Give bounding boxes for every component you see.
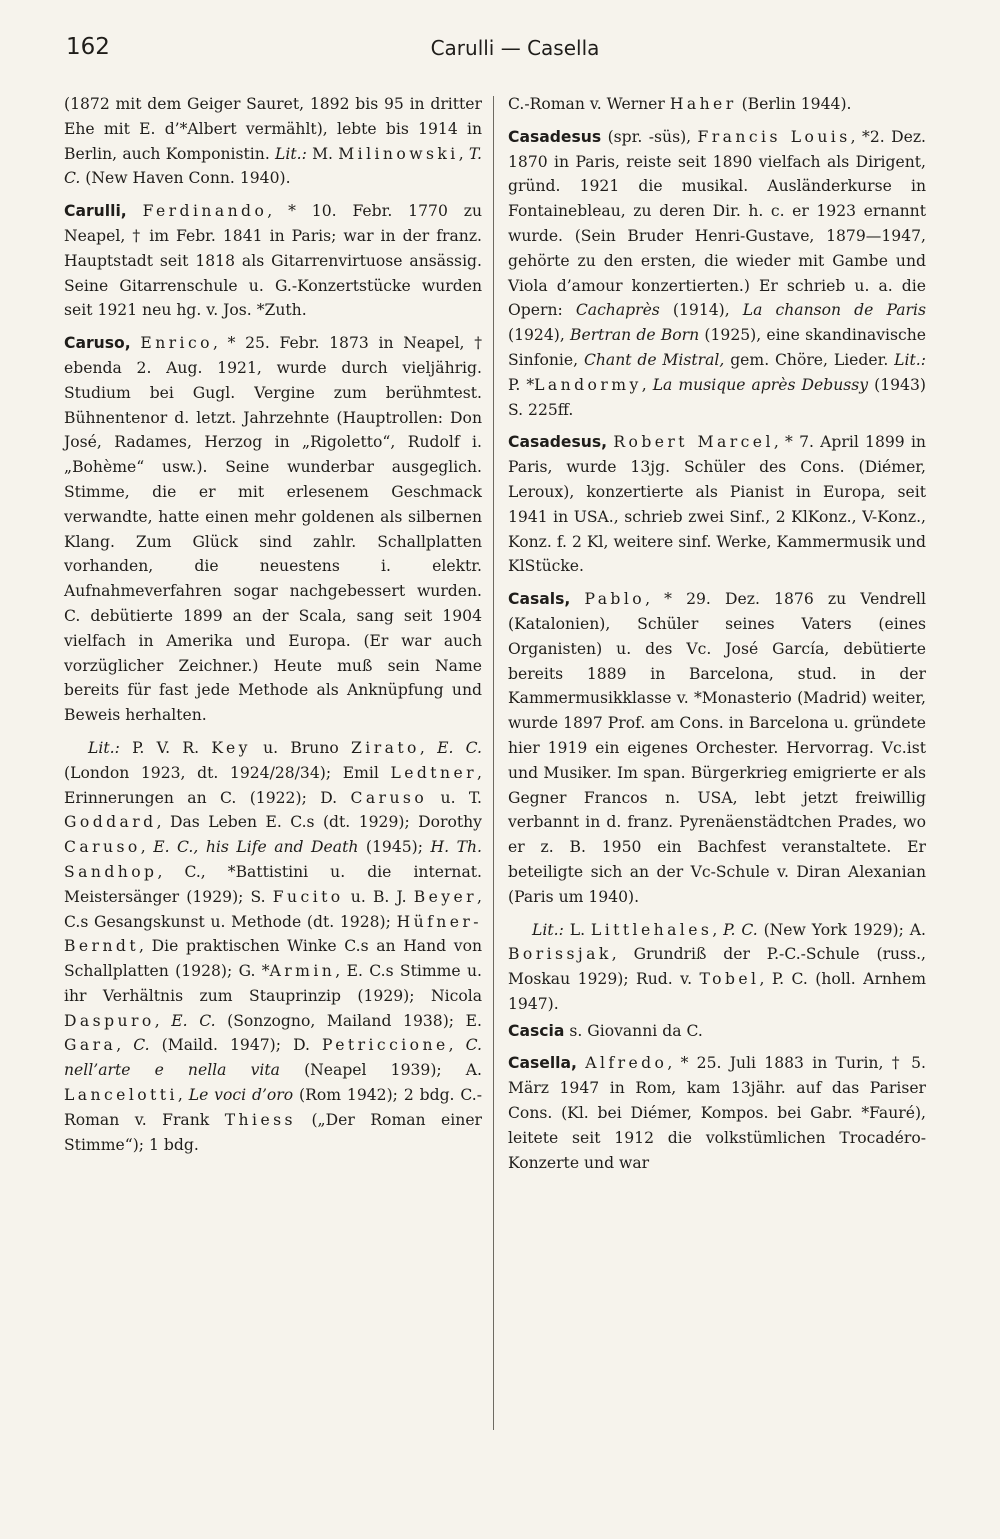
spaced-name: Ledtner bbox=[390, 763, 478, 782]
spaced-name: Francis Louis bbox=[697, 127, 851, 146]
left-column bbox=[64, 92, 482, 1159]
text-fragment: P. V. R. bbox=[119, 738, 212, 757]
headword: Cascia bbox=[508, 1021, 565, 1040]
italic-fragment: Lit.: bbox=[275, 144, 307, 163]
italic-fragment: E. C. bbox=[171, 1011, 216, 1030]
text-fragment: , bbox=[448, 1036, 466, 1055]
text-fragment: (New York 1929); A. bbox=[757, 920, 927, 939]
italic-fragment: H. Th. bbox=[430, 838, 482, 857]
italic-fragment: T. C. bbox=[64, 144, 482, 188]
dictionary-entry bbox=[64, 199, 482, 323]
text-fragment: , Das Leben E. C.s (dt. 1929); Dorothy bbox=[156, 813, 482, 832]
text-fragment: (Neapel 1939); A. bbox=[279, 1061, 483, 1080]
text-fragment: , C.s Gesangskunst u. Methode (dt. 1928); bbox=[64, 887, 482, 931]
spaced-name: Zirato bbox=[351, 738, 420, 757]
spaced-name: Daspuro bbox=[64, 1011, 155, 1030]
text-fragment: C.-Roman v. Werner bbox=[508, 95, 670, 113]
text-fragment: , * 25. Febr. 1873 in Neapel, † ebenda 2. Aug. 1921, wurde durch vieljährig. Studium bei Gugl. Vergine zum berühmtest. Bühnentenor d. letzt. Jahrzehnte (Hauptrollen: Don José, Radames, Herzog in „Rigoletto“, Rudolf i. „Bohème“ usw.). Seine wunderbar ausgeglich. Stimme, die er mit erlesenem Geschmack verwandte, hatte einen mehr goldenen als silbernen Klang. Zum Glück sind zahlr. Schallplatten vorhanden, die neuestens i. elektr. Aufnahmeverfahren sogar nachgebessert wurden. C. debütierte 1899 an der Scala, sang seit 1904 vielfach in Amerika und Europa. (Er war auch vorzüglicher Zeichner.) Heute muß sein Name bereits für fast jede Methode als Anknüpfung und Beweis herhalten. bbox=[64, 334, 482, 725]
italic-fragment: Lit.: bbox=[532, 920, 564, 939]
literature-paragraph bbox=[508, 918, 926, 1017]
text-fragment: , Die praktischen Winke C.s an Hand von Schallplatten (1928); G. * bbox=[64, 937, 482, 981]
headword: Caruso, bbox=[64, 334, 131, 353]
text-fragment: (1943) S. 225ff. bbox=[508, 375, 926, 419]
spaced-name: Gara bbox=[64, 1036, 117, 1055]
text-fragment: , bbox=[116, 1036, 134, 1055]
italic-fragment: La musique après Debussy bbox=[652, 375, 869, 394]
text-fragment: , bbox=[458, 144, 469, 163]
text-fragment: (Maild. 1947); D. bbox=[149, 1036, 323, 1055]
text-fragment: , Grundriß der P.-C.-Schule (russ., Moskau 1929); Rud. v. bbox=[508, 945, 926, 989]
text-fragment: (1914), bbox=[659, 301, 743, 320]
italic-fragment: Lit.: bbox=[88, 738, 120, 757]
text-fragment: , * 10. Febr. 1770 zu Neapel, † im Febr. 1841 in Paris; war in der franz. Hauptstadt seit 1818 als Gitarrenvirtuose ansässig. Seine Gitarrenschule u. G.-Konzertstücke wurden seit 1921 neu hg. v. Jos. *Zuth. bbox=[64, 202, 482, 320]
text-fragment: , bbox=[712, 920, 724, 939]
headword: Casadesus bbox=[508, 127, 602, 146]
spaced-name: Milinowski bbox=[338, 144, 459, 163]
text-fragment: (spr. -süs), bbox=[601, 127, 698, 146]
text-fragment: , bbox=[641, 375, 653, 394]
text-fragment: , bbox=[140, 838, 154, 857]
text-fragment: , Erinnerungen an C. (1922); D. bbox=[64, 763, 482, 807]
spaced-name: Landormy bbox=[534, 375, 642, 394]
text-fragment: u. T. bbox=[427, 788, 482, 807]
spaced-name: Armin bbox=[269, 962, 336, 981]
running-head: Carulli — Casella bbox=[430, 36, 600, 60]
text-fragment: (London 1923, dt. 1924/28/34); Emil bbox=[64, 763, 391, 782]
text-fragment: s. Giovanni da C. bbox=[564, 1021, 703, 1040]
dictionary-entry bbox=[508, 125, 926, 423]
spaced-name: Robert Marcel bbox=[613, 433, 774, 452]
text-fragment: , P. C. (holl. Arnhem 1947). bbox=[508, 970, 926, 1013]
spaced-name: Sandhop bbox=[64, 862, 158, 881]
headword: Carulli, bbox=[64, 202, 127, 221]
italic-fragment: E. C., his Life and Death bbox=[153, 838, 359, 857]
headword: Casals, bbox=[508, 590, 571, 609]
text-fragment: (1924), bbox=[508, 326, 571, 345]
spaced-name: Beyer bbox=[413, 887, 478, 906]
italic-fragment: Lit.: bbox=[894, 350, 926, 369]
text-fragment bbox=[127, 202, 143, 220]
italic-fragment: Le voci d’oro bbox=[188, 1086, 294, 1105]
text-fragment: M. bbox=[306, 144, 339, 163]
text-fragment: (1925), eine skandinavische Sinfonie, bbox=[508, 326, 926, 369]
spaced-name: Ferdinando bbox=[142, 202, 268, 221]
text-fragment: u. Bruno bbox=[250, 738, 352, 757]
italic-fragment: La chanson de Paris bbox=[742, 301, 926, 320]
spaced-name: Alfredo bbox=[585, 1054, 668, 1073]
text-fragment: , * 25. Juli 1883 in Turin, † 5. März 1947 in Rom, kam 13jähr. auf das Pariser Cons. (Kl. bei Diémer, Kompos. bei Gabr. *Fauré), leitete seit 1912 die volkstümlichen Trocadéro-Konzerte und war bbox=[508, 1054, 926, 1172]
text-fragment: L. bbox=[563, 920, 591, 939]
text-fragment: gem. Chöre, Lieder. bbox=[724, 350, 895, 369]
spaced-name: Goddard bbox=[64, 813, 157, 832]
spaced-name: Lancelotti bbox=[64, 1086, 178, 1105]
page-number: 162 bbox=[66, 34, 110, 60]
dictionary-entry bbox=[64, 331, 482, 728]
spaced-name: Caruso bbox=[64, 838, 141, 857]
text-fragment: , bbox=[177, 1086, 189, 1105]
text-fragment: (1945); bbox=[358, 838, 431, 857]
dictionary-entry bbox=[508, 92, 926, 117]
spaced-name: Littlehales bbox=[590, 920, 713, 939]
dictionary-entry bbox=[508, 587, 926, 909]
dictionary-entry bbox=[508, 430, 926, 579]
literature-paragraph bbox=[64, 736, 482, 1158]
text-fragment: , bbox=[419, 738, 438, 757]
text-fragment: (Berlin 1944). bbox=[736, 95, 852, 113]
text-fragment: , * 7. April 1899 in Paris, wurde 13jg. Schüler des Cons. (Diémer, Leroux), konzertierte als Pianist in Europa, seit 1941 in USA., schrieb zwei Sinf., 2 KlKonz., V-Konz., Konz. f. 2 Kl, weitere sinf. Werke, Kammermusik und KlStücke. bbox=[508, 433, 926, 576]
text-fragment: , *2. Dez. 1870 in Paris, reiste seit 1890 vielfach als Dirigent, gründ. 1921 die musikal. Ausländerkurse in Fontainebleau, zu deren Dir. h. c. er 1923 ernannt wurde. (Sein Bruder Henri-Gustave, 1879—1947, gehörte zu den ersten, die wieder mit Gambe und Viola d’amour konzertierten.) Er schrieb u. a. die Opern: bbox=[508, 127, 927, 320]
spaced-name: Borissjak bbox=[508, 945, 612, 964]
text-fragment: (Rom 1942); 2 bdg. C.-Roman v. Frank bbox=[64, 1086, 482, 1129]
text-fragment: P. * bbox=[508, 375, 535, 394]
spaced-name: Key bbox=[211, 738, 251, 757]
dictionary-entry bbox=[508, 1019, 926, 1044]
text-fragment: (New Haven Conn. 1940). bbox=[80, 169, 291, 188]
text-fragment: (1872 mit dem Geiger Sauret, 1892 bis 95 in dritter Ehe mit E. d’*Albert vermählt), lebte bis 1914 in Berlin, auch Komponistin. bbox=[64, 95, 482, 163]
spaced-name: Enrico bbox=[140, 334, 213, 353]
text-fragment: (Sonzogno, Mailand 1938); E. bbox=[215, 1011, 482, 1030]
text-fragment bbox=[131, 334, 141, 352]
text-fragment: u. B. J. bbox=[343, 887, 414, 906]
headword: Casella, bbox=[508, 1054, 577, 1073]
text-fragment: („Der Roman einer Stimme“); 1 bdg. bbox=[64, 1110, 483, 1154]
spaced-name: Fucito bbox=[272, 887, 344, 906]
italic-fragment: Bertran de Born bbox=[570, 326, 700, 345]
spaced-name: Thiess bbox=[224, 1110, 296, 1129]
column-divider bbox=[493, 96, 494, 1430]
text-fragment: , C., *Battistini u. die internat. Meistersänger (1929); S. bbox=[64, 862, 482, 906]
spaced-name: Haher bbox=[669, 95, 737, 113]
italic-fragment: P. C. bbox=[723, 920, 758, 939]
spaced-name: Tobel bbox=[699, 970, 760, 989]
text-fragment bbox=[570, 590, 584, 608]
dictionary-entry bbox=[508, 1051, 926, 1175]
italic-fragment: C. bbox=[133, 1036, 150, 1055]
right-column bbox=[508, 92, 926, 1183]
italic-fragment: Chant de Mistral, bbox=[583, 350, 725, 369]
italic-fragment: C. nell’arte e nella vita bbox=[64, 1036, 483, 1080]
text-fragment: , * 29. Dez. 1876 zu Vendrell (Katalonien), Schüler seines Vaters (eines Organisten) u. des Vc. José García, debütierte bereits 1889 in Barcelona, stud. in der Kammermusikklasse v. *Monasterio (Madrid) weiter, wurde 1897 Prof. am Cons. in Barcelona u. gründete hier 1919 ein eigenes Orchester. Hervorrag. Vc.ist und Musiker. Im span. Bürgerkrieg emigrierte er als Gegner Francos n. USA, lebt jetzt freiwillig verbannt in d. franz. Pyrenäenstädtchen Prades, wo er z. B. 1950 ein Bachfest veranstaltete. Er beteiligte sich an der Vc-Schule v. Diran Alexanian (Paris um 1940). bbox=[508, 590, 926, 906]
spaced-name: Pablo bbox=[584, 590, 646, 609]
spaced-name: Caruso bbox=[350, 788, 428, 807]
italic-fragment: Cachaprès bbox=[575, 301, 660, 320]
dictionary-entry bbox=[64, 92, 482, 191]
spaced-name: Petriccione bbox=[322, 1036, 449, 1055]
text-fragment bbox=[577, 1054, 585, 1072]
spaced-name: Hüfner-Berndt bbox=[64, 912, 482, 956]
text-fragment: , E. C.s Stimme u. ihr Verhältnis zum Stauprinzip (1929); Nicola bbox=[64, 962, 482, 1005]
italic-fragment: E. C. bbox=[437, 738, 482, 757]
headword: Casadesus, bbox=[508, 433, 608, 452]
text-fragment: , bbox=[154, 1011, 172, 1030]
